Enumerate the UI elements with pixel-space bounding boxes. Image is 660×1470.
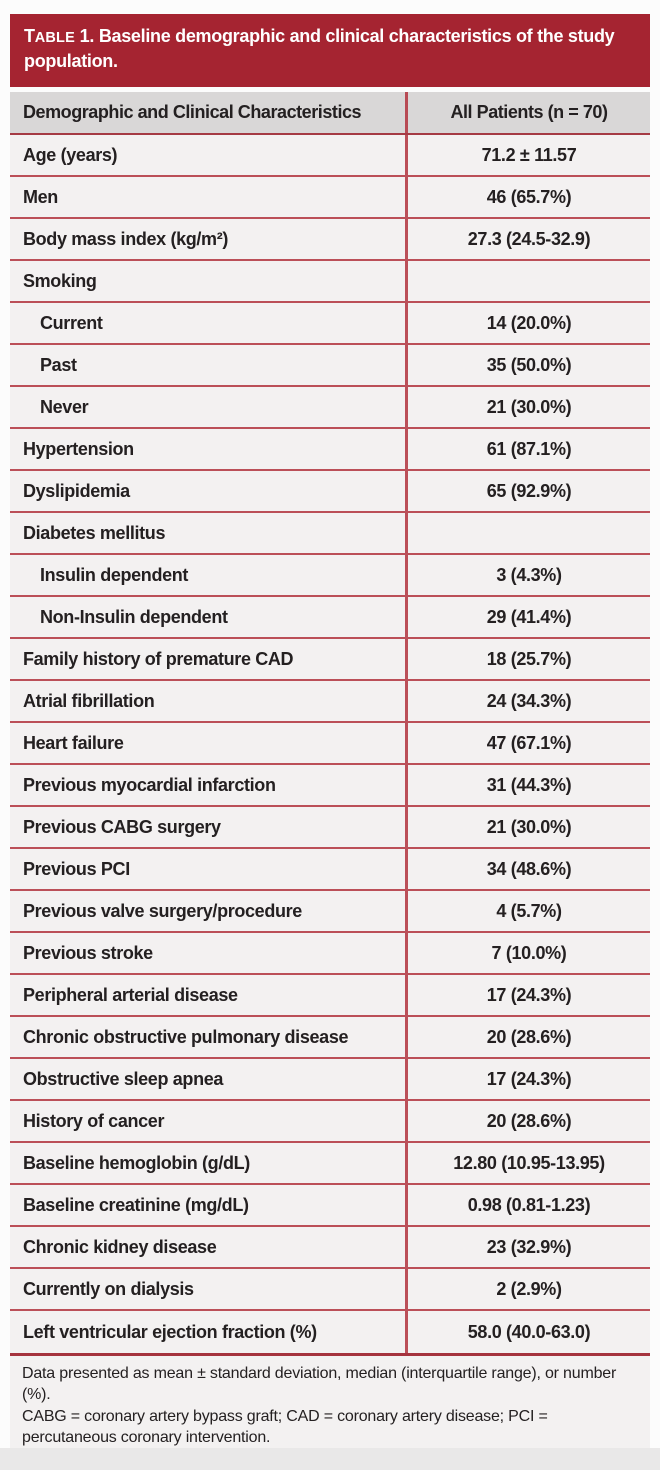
row-label: Obstructive sleep apnea: [10, 1059, 408, 1099]
row-label: Never: [10, 387, 408, 427]
header-all-patients: All Patients (n = 70): [450, 102, 608, 122]
table-row: [10, 471, 650, 513]
row-label: Men: [10, 177, 408, 217]
table-row: [10, 849, 650, 891]
row-value: 24 (34.3%): [486, 690, 572, 711]
row-label: Dyslipidemia: [10, 471, 408, 511]
row-label: Insulin dependent: [10, 555, 408, 595]
row-label: Chronic kidney disease: [10, 1227, 408, 1267]
table-row: [10, 1227, 650, 1269]
row-label: Body mass index (kg/m²): [10, 219, 408, 259]
table-title-label-smallcaps: ABLE: [34, 30, 75, 46]
row-label: Peripheral arterial disease: [10, 975, 408, 1015]
row-label: Previous myocardial infarction: [10, 765, 408, 805]
row-value: 58.0 (40.0-63.0): [467, 1321, 591, 1342]
table-row: [10, 429, 650, 471]
table-row: [10, 261, 650, 303]
table-title-label-cap: T: [24, 26, 35, 46]
row-label: History of cancer: [10, 1101, 408, 1141]
table-row: [10, 555, 650, 597]
table-title-text: Baseline demographic and clinical characteristics of the study population.: [24, 26, 615, 71]
row-value: 14 (20.0%): [486, 312, 572, 333]
table-card: [10, 14, 650, 1460]
table-title-banner: [10, 14, 650, 87]
row-value: 21 (30.0%): [486, 396, 572, 417]
row-value: 20 (28.6%): [486, 1026, 572, 1047]
row-label: Smoking: [10, 261, 408, 301]
row-label: Atrial fibrillation: [10, 681, 408, 721]
footnotes: [10, 1356, 650, 1460]
table-row: [10, 975, 650, 1017]
table-row: [10, 1017, 650, 1059]
table-row: [10, 1059, 650, 1101]
row-value: 21 (30.0%): [486, 816, 572, 837]
table-row: [10, 723, 650, 765]
table-row: [10, 597, 650, 639]
table-row: [10, 135, 650, 177]
row-value: 27.3 (24.5-32.9): [467, 228, 591, 249]
row-label: Past: [10, 345, 408, 385]
table-row: [10, 1185, 650, 1227]
row-value: 46 (65.7%): [486, 186, 572, 207]
row-value: 34 (48.6%): [486, 858, 572, 879]
row-label: Family history of premature CAD: [10, 639, 408, 679]
row-label: Previous valve surgery/procedure: [10, 891, 408, 931]
row-label: Age (years): [10, 135, 408, 175]
row-label: Current: [10, 303, 408, 343]
row-label: Previous CABG surgery: [10, 807, 408, 847]
table-row: [10, 1269, 650, 1311]
table-row: [10, 303, 650, 345]
header-characteristics: Demographic and Clinical Characteristics: [10, 92, 408, 133]
row-value: 0.98 (0.81-1.23): [467, 1194, 591, 1215]
row-value: [408, 261, 650, 301]
table-row: [10, 639, 650, 681]
table-row: [10, 345, 650, 387]
row-value: 20 (28.6%): [486, 1110, 572, 1131]
row-label: Hypertension: [10, 429, 408, 469]
row-label: Diabetes mellitus: [10, 513, 408, 553]
table-row: [10, 933, 650, 975]
row-label: Previous PCI: [10, 849, 408, 889]
page-bottom-strip: [0, 1448, 660, 1470]
row-value: 17 (24.3%): [486, 1068, 572, 1089]
row-value: 35 (50.0%): [486, 354, 572, 375]
table-row: [10, 1311, 650, 1353]
row-label: Currently on dialysis: [10, 1269, 408, 1309]
row-value: 47 (67.1%): [486, 732, 572, 753]
table-row: [10, 513, 650, 555]
footnote-data-presentation: Data presented as mean ± standard deviation, median (interquartile range), or number (%).: [22, 1365, 617, 1404]
row-label: Chronic obstructive pulmonary disease: [10, 1017, 408, 1057]
row-value: 18 (25.7%): [486, 648, 572, 669]
table-row: [10, 807, 650, 849]
row-value: 7 (10.0%): [491, 942, 567, 963]
table-row: [10, 681, 650, 723]
row-value: 71.2 ± 11.57: [481, 144, 577, 165]
row-value: 17 (24.3%): [486, 984, 572, 1005]
row-label: Baseline hemoglobin (g/dL): [10, 1143, 408, 1183]
footnote-abbreviations: CABG = coronary artery bypass graft; CAD = coronary artery disease; PCI = percutaneous coronary intervention.: [22, 1407, 548, 1447]
row-label: Non-Insulin dependent: [10, 597, 408, 637]
row-label: Baseline creatinine (mg/dL): [10, 1185, 408, 1225]
row-value: 31 (44.3%): [486, 774, 572, 795]
row-value: 23 (32.9%): [486, 1236, 572, 1257]
row-label: Left ventricular ejection fraction (%): [10, 1311, 408, 1353]
row-label: Previous stroke: [10, 933, 408, 973]
row-value: 4 (5.7%): [496, 900, 562, 921]
table-row: [10, 1101, 650, 1143]
row-value: 61 (87.1%): [486, 438, 572, 459]
row-value: 29 (41.4%): [486, 606, 572, 627]
table-row: [10, 891, 650, 933]
row-value: 12.80 (10.95-13.95): [453, 1152, 605, 1173]
row-label: Heart failure: [10, 723, 408, 763]
row-value: 2 (2.9%): [496, 1278, 562, 1299]
row-value: 65 (92.9%): [486, 480, 572, 501]
table-body: [10, 135, 650, 1353]
table-row: [10, 1143, 650, 1185]
table-row: [10, 177, 650, 219]
table-title-number: 1.: [74, 26, 99, 46]
table-row: [10, 765, 650, 807]
table-row: [10, 219, 650, 261]
row-value: 3 (4.3%): [496, 564, 562, 585]
table-header-row: [10, 92, 650, 135]
table-row: [10, 387, 650, 429]
row-value: [408, 513, 650, 553]
